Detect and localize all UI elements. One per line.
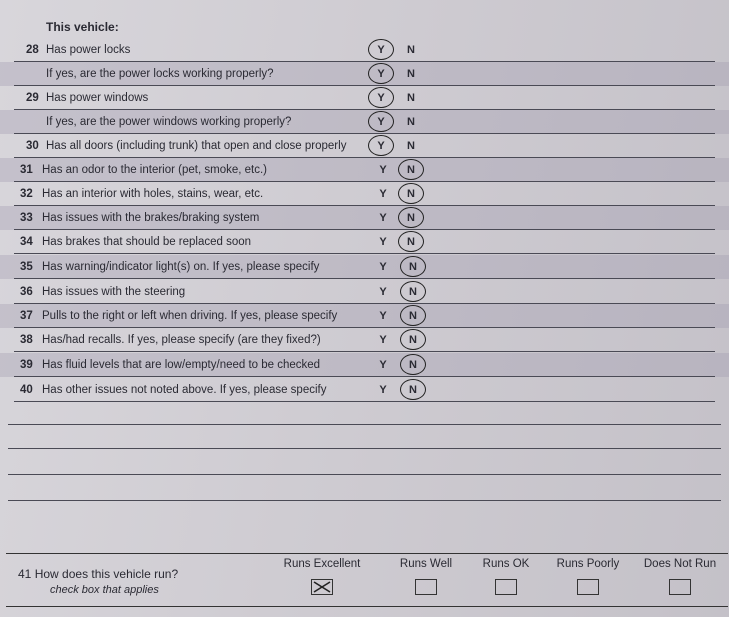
question-41-instruction: check box that applies: [50, 584, 159, 596]
row-rule: [14, 278, 715, 279]
yes-option[interactable]: Y: [377, 44, 385, 56]
run-option-label: Does Not Run: [643, 558, 717, 570]
row-rule: [14, 401, 715, 402]
yes-option[interactable]: Y: [379, 212, 387, 224]
question-text: Has an interior with holes, stains, wear, etc.: [42, 188, 264, 200]
row-rule: [14, 376, 715, 377]
question-text: Pulls to the right or left when driving. If yes, please specify: [42, 310, 338, 322]
answer-circle: [368, 87, 394, 108]
row-rule: [14, 253, 715, 254]
run-option-checkbox[interactable]: [577, 579, 599, 595]
question-row: [0, 206, 729, 230]
yes-option[interactable]: Y: [379, 261, 387, 273]
answer-circle: [368, 135, 394, 156]
yes-option[interactable]: Y: [379, 188, 387, 200]
question-row: [0, 182, 729, 206]
answer-circle: [400, 281, 426, 302]
question-row: [0, 328, 729, 352]
no-option[interactable]: N: [407, 164, 415, 176]
answer-circle: [400, 329, 426, 350]
no-option[interactable]: N: [407, 140, 415, 152]
run-option-label: Runs Excellent: [283, 558, 361, 570]
question-41-label: [18, 567, 178, 581]
no-option[interactable]: N: [407, 212, 415, 224]
question-row: [0, 62, 729, 86]
yes-option[interactable]: Y: [379, 310, 387, 322]
answer-circle: [398, 207, 424, 228]
question-row: [0, 304, 729, 328]
run-option-label: Runs OK: [482, 558, 530, 570]
question-number: 32: [20, 188, 33, 200]
question-row: [0, 255, 729, 279]
run-option-label: Runs Well: [399, 558, 453, 570]
no-option[interactable]: N: [407, 44, 415, 56]
answer-circle: [398, 159, 424, 180]
run-option-checkbox[interactable]: [415, 579, 437, 595]
question-text: Has power windows: [46, 92, 149, 104]
no-option[interactable]: N: [407, 188, 415, 200]
yes-option[interactable]: Y: [379, 334, 387, 346]
row-rule: [14, 351, 715, 352]
question-number: 35: [20, 261, 33, 273]
yes-option[interactable]: Y: [379, 164, 387, 176]
writing-line: [8, 448, 721, 449]
yes-option[interactable]: Y: [377, 68, 385, 80]
question-text: How does this vehicle run?: [34, 567, 179, 581]
question-row: [0, 230, 729, 254]
question-row: [0, 353, 729, 377]
question-number: 38: [20, 334, 33, 346]
question-number: 31: [20, 164, 33, 176]
question-41: [6, 553, 728, 607]
section-title: This vehicle:: [46, 20, 119, 34]
no-option[interactable]: N: [407, 92, 415, 104]
question-row: [0, 158, 729, 182]
answer-circle: [368, 111, 394, 132]
no-option[interactable]: N: [409, 261, 417, 273]
yes-option[interactable]: Y: [379, 286, 387, 298]
question-text: If yes, are the power windows working properly?: [46, 116, 292, 128]
question-row: [0, 86, 729, 110]
question-text: Has other issues not noted above. If yes, please specify: [42, 384, 327, 396]
yes-option[interactable]: Y: [379, 236, 387, 248]
no-option[interactable]: N: [409, 310, 417, 322]
question-number: 28: [26, 44, 39, 56]
question-text: Has fluid levels that are low/empty/need to be checked: [42, 359, 321, 371]
writing-line: [8, 424, 721, 425]
question-text: Has all doors (including trunk) that open and close properly: [46, 140, 347, 152]
question-text: Has brakes that should be replaced soon: [42, 236, 252, 248]
answer-circle: [398, 231, 424, 252]
question-text: Has issues with the steering: [42, 286, 186, 298]
question-number: 41: [18, 567, 32, 581]
answer-circle: [368, 63, 394, 84]
check-x-icon: [312, 580, 332, 594]
no-option[interactable]: N: [409, 384, 417, 396]
no-option[interactable]: N: [407, 236, 415, 248]
question-number: 30: [26, 140, 39, 152]
answer-circle: [400, 379, 426, 400]
answer-circle: [400, 256, 426, 277]
run-option-checkbox[interactable]: [311, 579, 333, 595]
question-number: 37: [20, 310, 33, 322]
no-option[interactable]: N: [409, 334, 417, 346]
question-number: 33: [20, 212, 33, 224]
question-number: 36: [20, 286, 33, 298]
question-row: [0, 110, 729, 134]
no-option[interactable]: N: [409, 359, 417, 371]
question-number: 40: [20, 384, 33, 396]
question-number: 39: [20, 359, 33, 371]
question-text: Has issues with the brakes/braking system: [42, 212, 260, 224]
no-option[interactable]: N: [407, 68, 415, 80]
yes-option[interactable]: Y: [379, 384, 387, 396]
yes-option[interactable]: Y: [377, 116, 385, 128]
question-text: Has power locks: [46, 44, 131, 56]
yes-option[interactable]: Y: [377, 140, 385, 152]
question-text: If yes, are the power locks working properly?: [46, 68, 274, 80]
question-text: Has/had recalls. If yes, please specify (are they fixed?): [42, 334, 321, 346]
writing-line: [8, 474, 721, 475]
no-option[interactable]: N: [409, 286, 417, 298]
run-option-checkbox[interactable]: [669, 579, 691, 595]
run-option-checkbox[interactable]: [495, 579, 517, 595]
question-text: Has an odor to the interior (pet, smoke, etc.): [42, 164, 267, 176]
question-text: Has warning/indicator light(s) on. If yes, please specify: [42, 261, 320, 273]
question-row: [0, 134, 729, 158]
question-number: 29: [26, 92, 39, 104]
question-row: [0, 280, 729, 304]
no-option[interactable]: N: [407, 116, 415, 128]
question-number: 34: [20, 236, 33, 248]
yes-option[interactable]: Y: [377, 92, 385, 104]
answer-circle: [398, 183, 424, 204]
run-option-label: Runs Poorly: [556, 558, 620, 570]
answer-circle: [400, 354, 426, 375]
answer-circle: [400, 305, 426, 326]
yes-option[interactable]: Y: [379, 359, 387, 371]
question-row: [0, 38, 729, 62]
writing-line: [8, 500, 721, 501]
question-row: [0, 378, 729, 402]
answer-circle: [368, 39, 394, 60]
